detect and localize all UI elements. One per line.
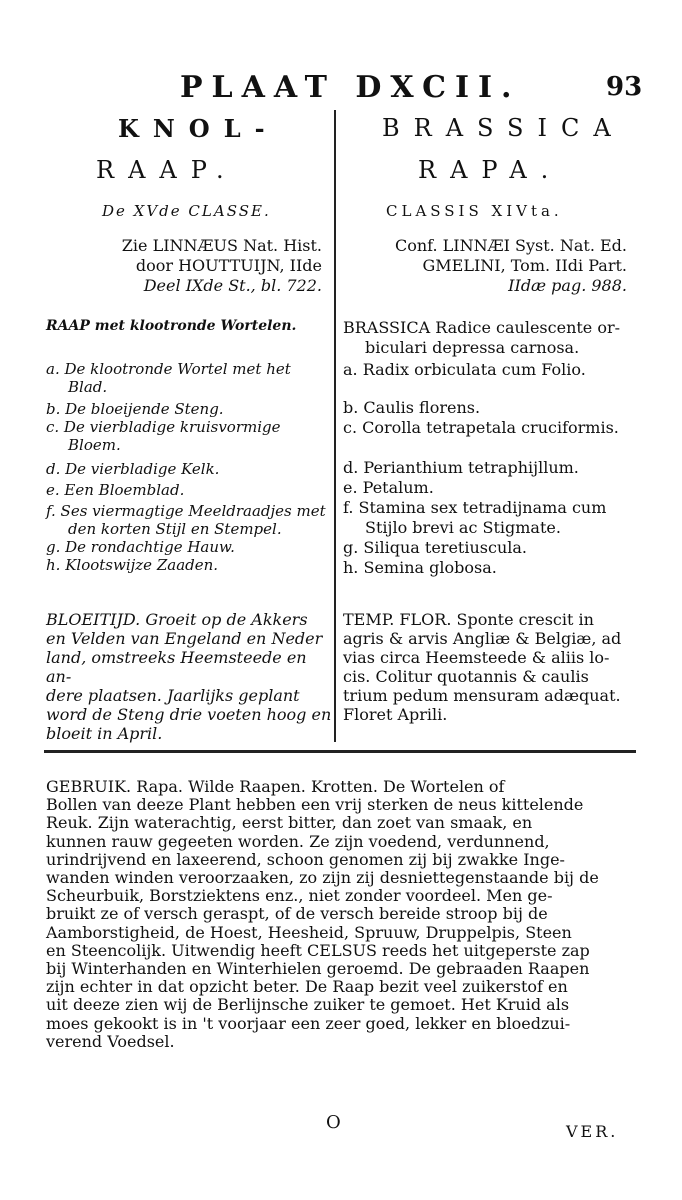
right-heading-1: BRASSICA (382, 114, 625, 142)
gebruik-line: moes gekookt is in 't voorjaar een zeer goed, lekker en bloedzui- (46, 1013, 571, 1033)
temp-line: cis. Colitur quotannis & caulis (343, 667, 589, 686)
left-heading-2: RAAP. (96, 156, 238, 184)
list-item: f. Stamina sex tetradijnama cum (343, 498, 607, 517)
list-item: den korten Stijl en Stempel. (68, 520, 282, 538)
gebruik-line: Scheurbuik, Borstziektens enz., niet zonder voordeel. Men ge- (46, 886, 553, 906)
temp-line: vias circa Heemsteede & aliis lo- (343, 648, 610, 667)
list-item: g. De rondachtige Hauw. (46, 538, 235, 556)
right-ref-line: IIdæ pag. 988. (508, 276, 627, 295)
gebruik-line: kunnen rauw gegeeten worden. Ze zijn voedend, verdunnend, (46, 831, 550, 851)
gebruik-line: bruikt ze of versch geraspt, of de versch bereide stroop bij de (46, 904, 548, 924)
left-class-line: De XVde CLASSE. (102, 202, 271, 220)
list-item: Bloem. (68, 436, 121, 454)
gebruik-line: zijn echter in dat opzicht beter. De Raap bezit veel zuikerstof en (46, 977, 568, 997)
list-item: e. Petalum. (343, 478, 434, 497)
signature-mark: O (326, 1112, 341, 1133)
left-ref-line: door HOUTTUIJN, IIde (135, 256, 322, 275)
list-item: a. De klootronde Wortel met het (46, 360, 291, 378)
list-item: d. De vierbladige Kelk. (46, 460, 220, 478)
section-rule (44, 750, 636, 753)
bloei-line: word de Steng drie voeten hoog en (46, 705, 332, 724)
right-class-line: CLASSIS XIVta. (386, 202, 563, 220)
right-heading-2: RAPA. (418, 156, 563, 184)
temp-line: Floret Aprili. (343, 705, 448, 724)
list-item: h. Klootswijze Zaaden. (46, 556, 219, 574)
plate-title: PLAAT DXCII. (180, 70, 521, 105)
right-temp-flor (343, 610, 633, 724)
list-item: c. Corolla tetrapetala cruciformis. (343, 418, 619, 437)
gebruik-paragraph (46, 778, 636, 1051)
gebruik-line: wanden winden veroorzaaken, zo zijn zij desniettegenstaande bij de (46, 868, 599, 888)
gebruik-line: urindrijvend en laxeerend, schoon genomen zij bij zwakke Inge- (46, 849, 565, 869)
right-subheading-line: biculari depressa carnosa. (365, 338, 580, 357)
gebruik-line: en Steencolijk. Uitwendig heeft CELSUS reeds het uitgeperste zap (46, 940, 590, 960)
list-item: a. Radix orbiculata cum Folio. (343, 360, 586, 379)
column-divider (334, 110, 336, 742)
temp-line: TEMP. FLOR. Sponte crescit in (343, 610, 594, 629)
bloei-line: BLOEITIJD. Groeit op de Akkers (46, 610, 308, 629)
left-heading-1: KNOL- (118, 114, 279, 143)
right-item-list (343, 360, 619, 578)
gebruik-line: GEBRUIK. Rapa. Wilde Raapen. Krotten. De Wortelen of (46, 777, 505, 796)
left-reference (66, 236, 322, 296)
list-item: Blad. (68, 378, 108, 396)
right-ref-line: GMELINI, Tom. IIdi Part. (422, 256, 627, 275)
right-ref-line: Conf. LINNÆI Syst. Nat. Ed. (394, 236, 627, 255)
left-ref-line: Zie LINNÆUS Nat. Hist. (121, 236, 322, 255)
gebruik-line: uit deeze zien wij de Berlijnsche zuiker te gemoet. Het Kruid als (46, 995, 570, 1015)
page-number: 93 (606, 72, 643, 102)
gebruik-line: verend Voedsel. (46, 1031, 175, 1051)
gebruik-line: Reuk. Zijn waterachtig, eerst bitter, dan zoet van smaak, en (46, 813, 533, 833)
left-subheading: RAAP met klootronde Wortelen. (46, 318, 297, 334)
temp-line: trium pedum mensuram adæquat. (343, 686, 621, 705)
right-subheading (343, 318, 620, 358)
bloei-line: dere plaatsen. Jaarlijks geplant (46, 686, 300, 705)
bloei-line: en Velden van Engeland en Neder (46, 629, 323, 648)
list-item: h. Semina globosa. (343, 558, 497, 577)
temp-line: agris & arvis Angliæ & Belgiæ, ad (343, 629, 622, 648)
bloei-line: land, omstreeks Heemsteede en an- (46, 648, 307, 686)
list-item: e. Een Bloemblad. (46, 481, 185, 499)
right-reference (343, 236, 627, 296)
catchword: VER. (566, 1122, 619, 1141)
left-item-list (46, 360, 326, 574)
gebruik-line: Aamborstigheid, de Hoest, Heesheid, Spruuw, Druppelpis, Steen (46, 922, 572, 942)
gebruik-line: bij Winterhanden en Winterhielen geroemd. De gebraaden Raapen (46, 959, 590, 979)
list-item: Stijlo brevi ac Stigmate. (365, 518, 561, 537)
list-item: f. Ses viermagtige Meeldraadjes met (46, 502, 326, 520)
right-subheading-line: BRASSICA Radice caulescente or- (343, 318, 621, 337)
left-ref-line: Deel IXde St., bl. 722. (143, 276, 322, 295)
left-bloeitijd (46, 610, 332, 743)
list-item: d. Perianthium tetraphijllum. (343, 458, 579, 477)
bloei-line: bloeit in April. (46, 724, 163, 743)
list-item: b. Caulis florens. (343, 398, 481, 417)
list-item: c. De vierbladige kruisvormige (46, 418, 281, 436)
gebruik-line: Bollen van deeze Plant hebben een vrij sterken de neus kittelende (46, 795, 584, 815)
list-item: g. Siliqua teretiuscula. (343, 538, 527, 557)
list-item: b. De bloeijende Steng. (46, 400, 224, 418)
